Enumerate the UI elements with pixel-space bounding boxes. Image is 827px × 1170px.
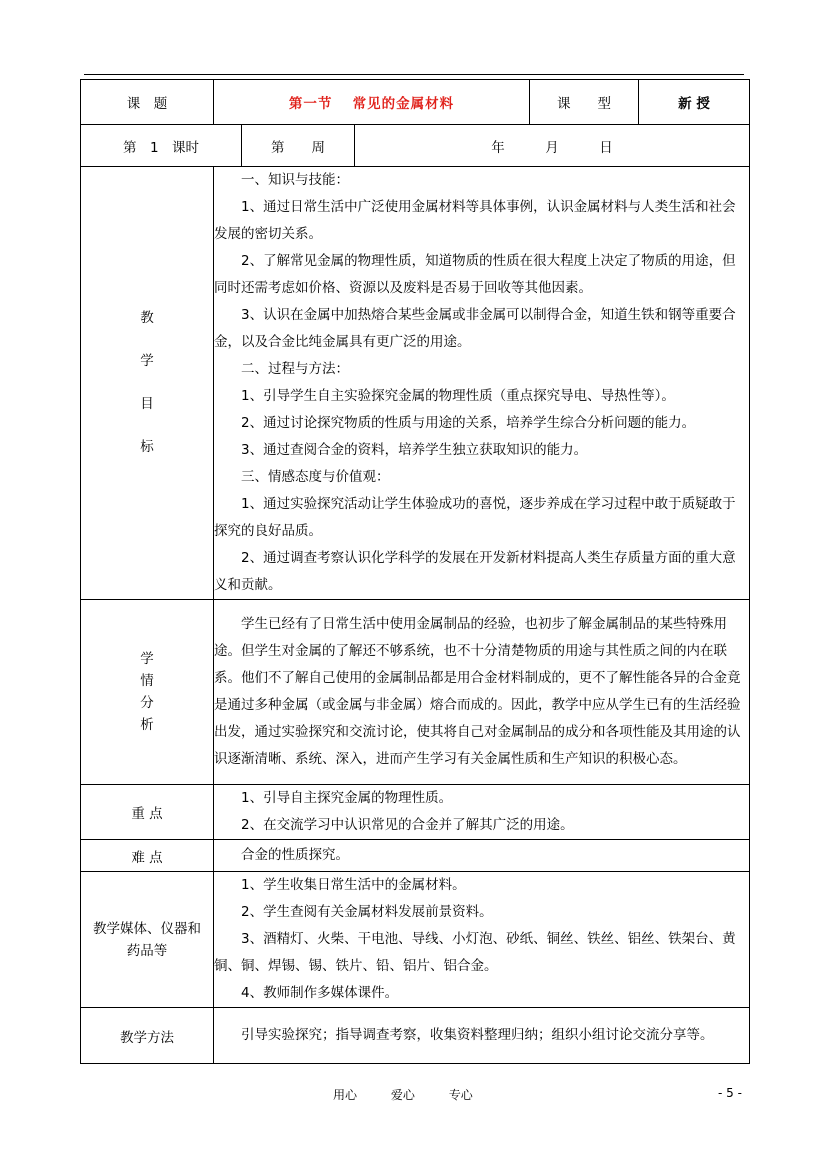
analysis-label-char: 情 — [140, 673, 154, 689]
objectives-row — [81, 167, 750, 600]
objective-line: 1、引导学生自主实验探究金属的物理性质（重点探究导电、导热性等）。 — [241, 388, 675, 404]
method-text: 引导实验探究；指导调查考察，收集资料整理归纳；组织小组讨论交流分享等。 — [241, 1027, 714, 1043]
media-line: 1、学生收集日常生活中的金属材料。 — [241, 877, 466, 893]
difficulty-content — [214, 840, 750, 872]
header-rule — [84, 74, 744, 75]
objectives-label-char: 标 — [140, 439, 154, 455]
objectives-label — [81, 167, 214, 600]
media-row — [81, 872, 750, 1008]
media-label-line: 教学媒体、仪器和 — [93, 920, 201, 937]
objective-line: 三、情感态度与价值观： — [241, 469, 390, 485]
objectives-label-char: 教 — [140, 310, 154, 326]
objectives-content — [214, 167, 750, 600]
media-label-line: 药品等 — [126, 942, 168, 959]
key-points-content — [214, 785, 750, 840]
type-value: 新 授 — [639, 80, 750, 125]
lesson-number: 第 1 课时 — [81, 125, 242, 167]
method-label: 教学方法 — [81, 1008, 214, 1064]
analysis-label — [81, 600, 214, 785]
objective-line: 2、了解常见金属的物理性质，知道物质的性质在很大程度上决定了物质的用途，但同时还需考虑如价格、资源以及废料是否易于回收等其他因素。 — [214, 253, 736, 296]
analysis-row — [81, 600, 750, 785]
analysis-content — [214, 600, 750, 785]
difficulty-text: 合金的性质探究。 — [241, 847, 349, 863]
date-field: 年 月 日 — [355, 125, 750, 167]
footer-motto — [333, 1086, 503, 1103]
header-row — [81, 80, 750, 125]
objectives-label-char: 目 — [140, 396, 154, 412]
media-content — [214, 872, 750, 1008]
footer-motto-item: 爱心 — [390, 1088, 415, 1102]
analysis-label-char: 学 — [140, 651, 154, 667]
topic-label: 课 题 — [81, 80, 214, 125]
analysis-text: 学生已经有了日常生活中使用金属制品的经验，也初步了解金属制品的某些特殊用途。但学生对金属的了解还不够系统，也不十分清楚物质的用途与其性质之间的内在联系。他们不了解自己使用的金属制品都是用合金材料制成的，更不了解性能各异的合金竟是通过多种金属（或金属与非金属）熔合而成的。因此，教学中应从学生已有的生活经验出发，通过实验探究和交流讨论，使其将自己对金属制品的成分和各项性能及其用途的认识逐渐清晰、系统、深入，进而产生学习有关金属性质和生产知识的积极心态。 — [214, 616, 741, 767]
objective-line: 2、通过调查考察认识化学科学的发展在开发新材料提高人类生存质量方面的重大意义和贡献。 — [214, 550, 736, 593]
media-line: 3、酒精灯、火柴、干电池、导线、小灯泡、砂纸、铜丝、铁丝、铝丝、铁架台、黄铜、铜、焊锡、锡、铁片、铅、铝片、铝合金。 — [214, 931, 736, 974]
key-points-row — [81, 785, 750, 840]
type-label: 课 型 — [530, 80, 639, 125]
schedule-row — [81, 125, 750, 167]
media-label — [81, 872, 214, 1008]
difficulty-label: 难 点 — [81, 840, 214, 872]
objective-line: 1、通过实验探究活动让学生体验成功的喜悦，逐步养成在学习过程中敢于质疑敢于探究的良好品质。 — [214, 496, 736, 539]
key-point-line: 1、引导自主探究金属的物理性质。 — [241, 790, 453, 806]
objective-line: 一、知识与技能： — [241, 172, 349, 188]
footer-motto-item: 用心 — [333, 1088, 358, 1102]
lesson-plan-table — [80, 79, 750, 1064]
difficulty-row — [81, 840, 750, 872]
page-number: - 5 - — [718, 1086, 742, 1100]
analysis-label-char: 析 — [140, 717, 154, 733]
objective-line: 3、通过查阅合金的资料，培养学生独立获取知识的能力。 — [241, 442, 588, 458]
key-point-line: 2、在交流学习中认识常见的合金并了解其广泛的用途。 — [241, 817, 574, 833]
lesson-title: 第一节 常见的金属材料 — [214, 80, 530, 125]
objectives-label-char: 学 — [140, 353, 154, 369]
method-row — [81, 1008, 750, 1064]
objective-line: 二、过程与方法： — [241, 361, 349, 377]
footer-motto-item: 专心 — [448, 1088, 473, 1102]
objective-line: 3、认识在金属中加热熔合某些金属或非金属可以制得合金，知道生铁和钢等重要合金，以及合金比纯金属具有更广泛的用途。 — [214, 307, 736, 350]
week-field: 第 周 — [242, 125, 355, 167]
media-line: 2、学生查阅有关金属材料发展前景资料。 — [241, 904, 493, 920]
analysis-label-char: 分 — [140, 695, 154, 711]
method-content — [214, 1008, 750, 1064]
media-line: 4、教师制作多媒体课件。 — [241, 985, 399, 1001]
objective-line: 2、通过讨论探究物质的性质与用途的关系，培养学生综合分析问题的能力。 — [241, 415, 696, 431]
objective-line: 1、通过日常生活中广泛使用金属材料等具体事例，认识金属材料与人类生活和社会发展的密切关系。 — [214, 199, 736, 242]
key-points-label: 重 点 — [81, 785, 214, 840]
